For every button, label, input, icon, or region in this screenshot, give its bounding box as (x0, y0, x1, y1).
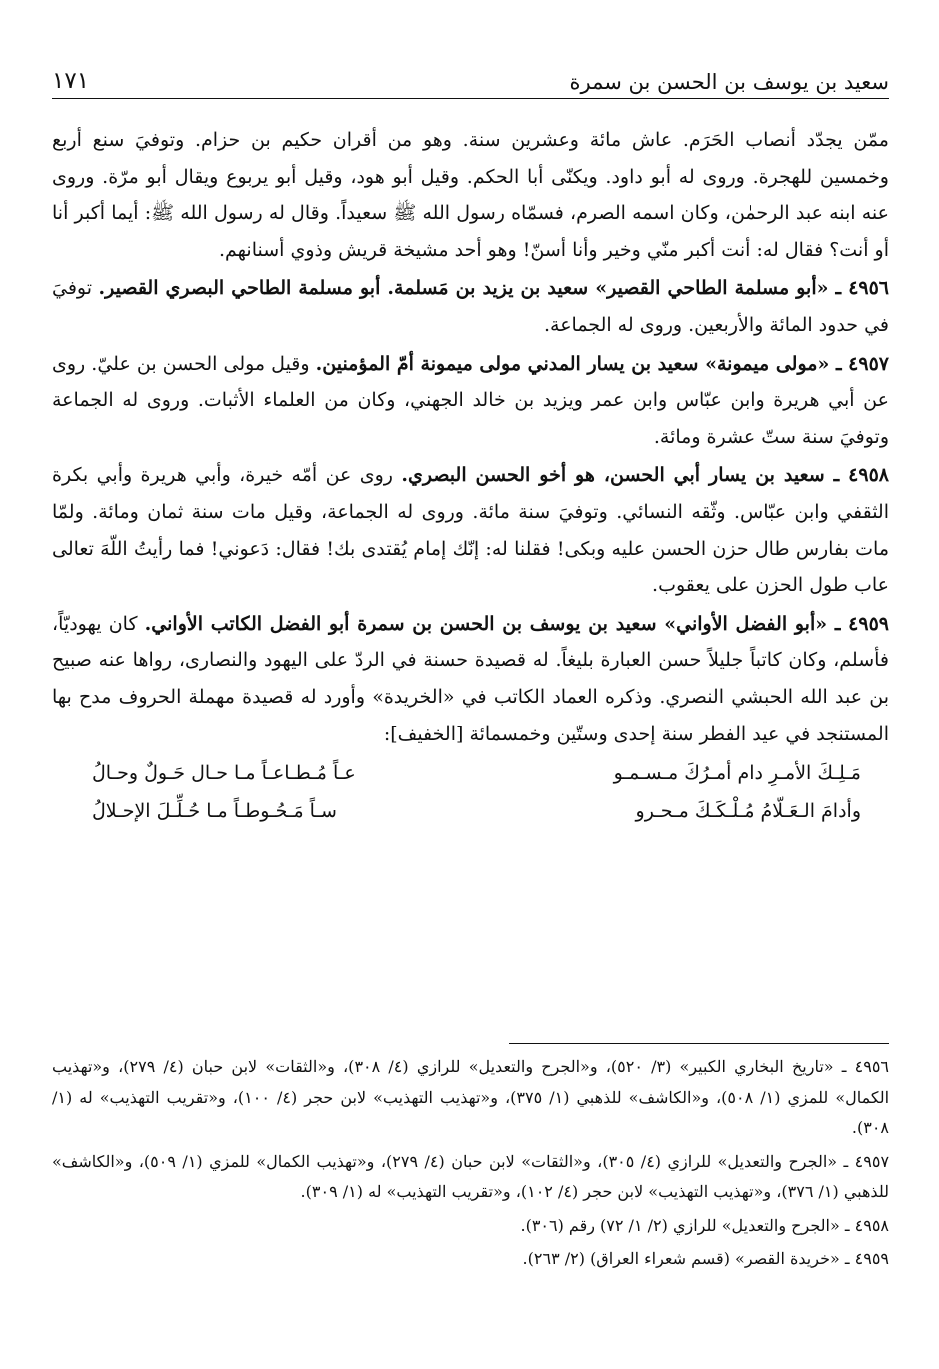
verse-first-hemistich: مَـلِـكَ الأمـرِ دام أمـرُكَ مـسـمـو (613, 762, 861, 785)
entry-heading: ٤٩٥٨ ـ سعيد بن يسار أبي الحسن، هو أخو الحسن البصري. (401, 464, 889, 487)
footnote-separator (509, 1043, 889, 1044)
main-text (52, 122, 889, 830)
verse-first-hemistich: وأدامَ الـعَـلّامُ مُـلْـكَـكَ مـحـرو (635, 800, 861, 823)
page-header (52, 58, 889, 99)
entry-4958 (52, 457, 889, 603)
entry-4957 (52, 346, 889, 456)
entry-text: كان يهوديّاً، فأسلم، وكان كاتباً جليلاً حسن العبارة بليغاً. له قصيدة حسنة في الردّ على اليهود والنصارى، رواها عنه صبيح بن عبد الله الحبشي النصري. وذكره العماد الكاتب في «الخريدة» وأورد له قصيدة مهملة الحروف مدح بها المستنجد في عيد الفطر سنة إحدى وستّين وخمسمائة [الخفيف]: (52, 612, 889, 745)
entry-heading: ٤٩٥٦ ـ «أبو مسلمة الطاحي القصير» سعيد بن يزيد بن مَسلمة. أبو مسلمة الطاحي البصري القصير. (98, 277, 890, 300)
entry-text: توفيَ في حدود المائة والأربعين. وروى له الجماعة. (52, 277, 889, 336)
page-number: ١٧١ (52, 68, 90, 94)
running-title: سعيد بن يوسف بن الحسن بن سمرة (569, 70, 889, 94)
footnote-4956: ٤٩٥٦ ـ «تاريخ البخاري الكبير» (٣/ ٥٢٠)، و«الجرح والتعديل» للرازي (٤/ ٣٠٨)، و«الثقات» لابن حبان (٤/ ٢٧٩)، و«تهذيب الكمال» للمزي (١/ ٥٠٨)، و«الكاشف» للذهبي (١/ ٣٧٥)، و«تهذيب التهذيب» لابن حجر (٤/ ١٠٠)، و«تقريب التهذيب» له (١/ ٣٠٨). (52, 1057, 890, 1137)
entry-heading: ٤٩٥٩ ـ «أبو الفضل الأواني» سعيد بن يوسف بن الحسن بن سمرة أبو الفضل الكاتب الأواني. (144, 612, 889, 635)
entry-heading: ٤٩٥٧ ـ «مولى ميمونة» سعيد بن يسار المدني مولى ميمونة أمّ المؤمنين. (315, 352, 889, 375)
footnotes (52, 1052, 889, 1278)
footnote-4959: ٤٩٥٩ ـ «خريدة القصر» (قسم شعراء العراق) (٢/ ٢٦٣). (522, 1249, 889, 1268)
entry-4956 (52, 270, 889, 343)
footnote-4958: ٤٩٥٨ ـ «الجرح والتعديل» للرازي (٢/ ١/ ٧٢) رقم (٣٠٦). (520, 1215, 889, 1235)
entry-text: وقيل مولى الحسن بن عليّ. روى عن أبي هريرة وابن عبّاس وابن عمر ويزيد بن خالد الجهني، وكان من العلماء الأثبات. وروى له الجماعة وتوفيَ سنة ستّ عشرة ومائة. (52, 352, 889, 448)
poem-verse (52, 792, 889, 830)
verse-second-hemistich: عـاً مُـطـاعـاً مـا حـال حَـولٌ وحـالُ (92, 762, 356, 785)
poem-verse (52, 754, 889, 792)
entry-4959 (52, 606, 889, 752)
verse-second-hemistich: سـاً مَـحُـوطـاً مـا حُـلِّـلَ الإحـلالُ (92, 800, 337, 823)
entry-text: روى عن أمّه خيرة، وأبي هريرة وأبي بكرة الثقفي وابن عبّاس. وثّقه النسائي. وتوفيَ سنة مائة. وروى له الجماعة، وقيل مات سنة ثمان ومائة. ولمّا مات بفارس طال حزن الحسن عليه وبكى! فقلنا له: إنّك إمام يُقتدى بك! فقال: دَعوني! فما رأيتُ اللّهَ تعالى عاب طول الحزن على يعقوب. (52, 464, 889, 597)
footnote-4957: ٤٩٥٧ ـ «الجرح والتعديل» للرازي (٤/ ٣٠٥)، و«الثقات» لابن حبان (٤/ ٢٧٩)، و«تهذيب الكمال» للمزي (١/ ٥٠٩)، و«الكاشف» للذهبي (١/ ٣٧٦)، و«تهذيب التهذيب» لابن حجر (٤/ ١٠٢)، و«تقريب التهذيب» له (١/ ٣٠٩). (52, 1151, 890, 1201)
intro-paragraph: ممّن يجدّد أنصاب الحَرَم. عاش مائة وعشرين سنة. وهو من أقران حكيم بن حزام. وتوفيَ سنع أربع وخمسين للهجرة. وروى له أبو داود. ويكنّى أبا الحكم. وقيل أبو هود، وقيل أبو يربوع ويقال أبو مرّة. وروى عنه ابنه عبد الرحمٰن، وكان اسمه الصرم، فسمّاه رسول الله ﷺ سعيداً. وقال له رسول الله ﷺ: أيما أكبر أنا أو أنت؟ فقال له: أنت أكبر منّي وخير وأنا أسنّ! وهو أحد مشيخة قريش وذوي أسنانهم. (52, 129, 889, 261)
